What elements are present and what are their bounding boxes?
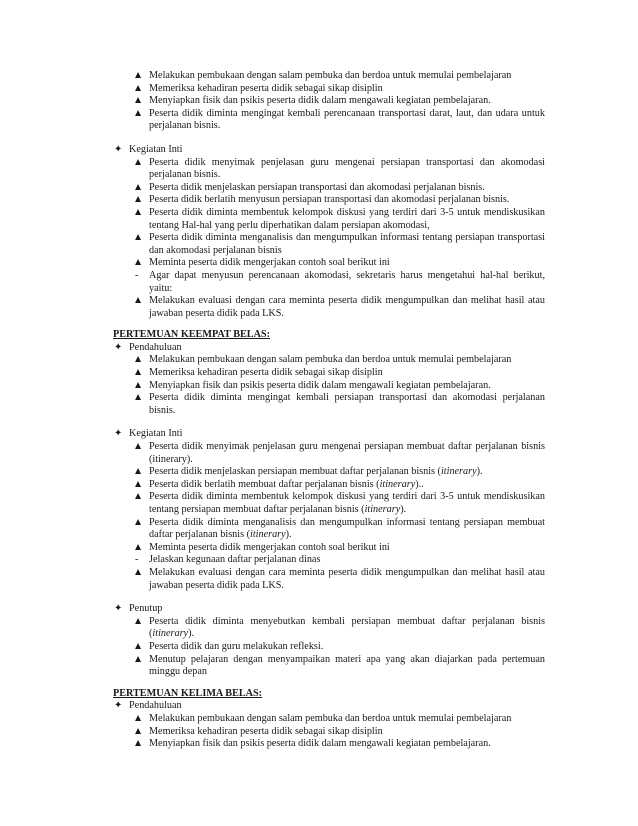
triangle-icon: ▲ bbox=[133, 82, 144, 94]
list-item: ▲ Peserta didik diminta mengingat kembali perencanaan transportasi darat, laut, dan udara untuk perjalanan bisnis. bbox=[133, 107, 545, 132]
section-penutup: ✦ Penutup bbox=[114, 603, 163, 615]
list-item: ▲ Menyiapkan fisik dan psikis peserta didik dalam mengawali kegiatan pembelajaran. bbox=[133, 738, 491, 750]
four-point-star-icon: ✦ bbox=[114, 341, 123, 353]
list-item: ▲ Peserta didik dan guru melakukan refleksi. bbox=[133, 640, 324, 652]
four-point-star-icon: ✦ bbox=[114, 700, 123, 712]
list-item: ▲ Peserta didik diminta menganalisis dan mengumpulkan informasi tentang persiapan transportasi dan akomodasi perjalanan bisnis bbox=[133, 232, 545, 256]
triangle-icon: ▲ bbox=[133, 491, 144, 503]
triangle-icon: ▲ bbox=[133, 257, 144, 269]
list-item: ▲ Peserta didik berlatih membuat daftar perjalanan bisnis (itinerary).. bbox=[133, 478, 424, 490]
triangle-icon: ▲ bbox=[133, 367, 144, 379]
section-pendahuluan: ✦ Pendahuluan bbox=[114, 341, 182, 353]
triangle-icon: ▲ bbox=[133, 738, 144, 750]
list-item: ▲ Meminta peserta didik mengerjakan contoh soal berikut ini bbox=[133, 541, 390, 553]
triangle-icon: ▲ bbox=[133, 441, 144, 453]
list-item: ▲ Peserta didik menjelaskan persiapan transportasi dan akomodasi perjalanan bisnis. bbox=[133, 181, 485, 193]
four-point-star-icon: ✦ bbox=[114, 603, 123, 615]
list-item: ▲ Meminta peserta didik mengerjakan contoh soal berikut ini bbox=[133, 257, 390, 269]
list-item: ▲ Peserta didik menyimak penjelasan guru mengenai persiapan transportasi dan akomodasi perjalanan bisnis. bbox=[133, 156, 545, 181]
section-kegiatan-inti: ✦ Kegiatan Inti bbox=[114, 428, 183, 440]
triangle-icon: ▲ bbox=[133, 725, 144, 737]
triangle-icon: ▲ bbox=[133, 541, 144, 553]
list-item: ▲ Menutup pelajaran dengan menyampaikan materi apa yang akan diajarkan pada pertemuan minggu depan bbox=[133, 653, 545, 678]
dash-marker: - bbox=[135, 269, 139, 281]
dash-item: - Jelaskan kegunaan daftar perjalanan dinas bbox=[135, 554, 321, 566]
triangle-icon: ▲ bbox=[133, 95, 144, 107]
section-heading: PERTEMUAN KEEMPAT BELAS: bbox=[113, 329, 270, 341]
list-item: ▲ Peserta didik diminta membentuk kelompok diskusi yang terdiri dari 3-5 untuk mendiskusikan tentang persiapan membuat daftar perjalanan bisnis (itinerary). bbox=[133, 491, 545, 515]
dash-item: - Agar dapat menyusun perencanaan akomodasi, sekretaris harus mengetahui hal-hal berikut, yaitu: bbox=[135, 269, 545, 294]
list-item: ▲ Melakukan evaluasi dengan cara meminta peserta didik mengumpulkan dan melihat hasil atau jawaban peserta didik pada LKS. bbox=[133, 295, 545, 319]
list-item: ▲ Peserta didik diminta membentuk kelompok diskusi yang terdiri dari 3-5 untuk mendiskusikan tentang Hal-hal yang perlu diperhatikan dalam persiapan akomodasi, bbox=[133, 206, 545, 231]
four-point-star-icon: ✦ bbox=[114, 428, 123, 440]
triangle-icon: ▲ bbox=[133, 478, 144, 490]
list-item: ▲ Peserta didik diminta mengingat kembali persiapan transportasi dan akomodasi perjalanan bisnis. bbox=[133, 392, 545, 416]
triangle-icon: ▲ bbox=[133, 392, 144, 404]
triangle-icon: ▲ bbox=[133, 516, 144, 528]
list-item: ▲ Peserta didik diminta menganalisis dan mengumpulkan informasi tentang persiapan membuat daftar perjalanan bisnis (itinerary). bbox=[133, 516, 545, 541]
triangle-icon: ▲ bbox=[133, 615, 144, 627]
triangle-icon: ▲ bbox=[133, 379, 144, 391]
list-item: ▲ Peserta didik berlatih menyusun persiapan transportasi dan akomodasi perjalanan bisnis. bbox=[133, 194, 510, 206]
list-item: ▲ Memeriksa kehadiran peserta didik sebagai sikap disiplin bbox=[133, 725, 383, 737]
four-point-star-icon: ✦ bbox=[114, 143, 123, 155]
list-item: ▲ Peserta didik menyimak penjelasan guru mengenai persiapan membuat daftar perjalanan bisnis (itinerary). bbox=[133, 441, 545, 465]
dash-marker: - bbox=[135, 554, 139, 566]
triangle-icon: ▲ bbox=[133, 232, 144, 244]
triangle-icon: ▲ bbox=[133, 466, 144, 478]
list-item: ▲ Menyiapkan fisik dan psikis peserta didik dalam mengawali kegiatan pembelajaran. bbox=[133, 379, 491, 391]
list-item: ▲ Memeriksa kehadiran peserta didik sebagai sikap disiplin bbox=[133, 82, 383, 94]
triangle-icon: ▲ bbox=[133, 653, 144, 665]
triangle-icon: ▲ bbox=[133, 70, 144, 81]
list-item: ▲ Melakukan pembukaan dengan salam pembuka dan berdoa untuk memulai pembelajaran bbox=[133, 354, 512, 366]
triangle-icon: ▲ bbox=[133, 640, 144, 652]
list-item: ▲ Menyiapkan fisik dan psikis peserta didik dalam mengawali kegiatan pembelajaran. bbox=[133, 95, 491, 107]
triangle-icon: ▲ bbox=[133, 156, 144, 168]
triangle-icon: ▲ bbox=[133, 354, 144, 366]
triangle-icon: ▲ bbox=[133, 181, 144, 193]
list-item: ▲ Peserta didik menjelaskan persiapan membuat daftar perjalanan bisnis (itinerary). bbox=[133, 466, 483, 478]
triangle-icon: ▲ bbox=[133, 194, 144, 206]
list-item: ▲ Memeriksa kehadiran peserta didik sebagai sikap disiplin bbox=[133, 367, 383, 379]
triangle-icon: ▲ bbox=[133, 107, 144, 119]
section-heading: PERTEMUAN KELIMA BELAS: bbox=[113, 687, 263, 699]
triangle-icon: ▲ bbox=[133, 295, 144, 307]
triangle-icon: ▲ bbox=[133, 566, 144, 578]
triangle-icon: ▲ bbox=[133, 206, 144, 218]
list-item: ▲ Melakukan pembukaan dengan salam pembuka dan berdoa untuk memulai pembelajaran bbox=[133, 712, 512, 724]
list-item: ▲ Melakukan pembukaan dengan salam pembuka dan berdoa untuk memulai pembelajaran bbox=[133, 70, 512, 81]
list-item: ▲ Peserta didik diminta menyebutkan kembali persiapan membuat daftar perjalanan bisnis (itinerary). bbox=[133, 615, 545, 640]
list-item: ▲ Melakukan evaluasi dengan cara meminta peserta didik mengumpulkan dan melihat hasil atau jawaban peserta didik pada LKS. bbox=[133, 566, 545, 591]
section-kegiatan-inti: ✦ Kegiatan Inti bbox=[114, 143, 183, 155]
section-pendahuluan: ✦ Pendahuluan bbox=[114, 700, 182, 712]
triangle-icon: ▲ bbox=[133, 712, 144, 724]
document-page bbox=[113, 70, 545, 751]
